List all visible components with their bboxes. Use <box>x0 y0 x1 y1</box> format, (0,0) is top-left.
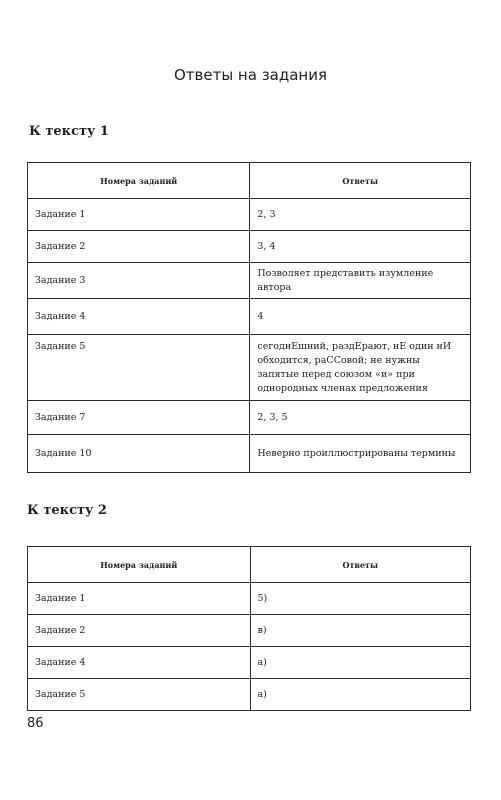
table-row <box>28 679 471 711</box>
task-cell: Задание 5 <box>28 679 251 711</box>
answer-cell: в) <box>250 615 471 647</box>
answer-cell: а) <box>250 647 471 679</box>
table-row <box>28 435 471 473</box>
table-row <box>28 199 471 231</box>
table-row <box>28 231 471 263</box>
page-number: 86 <box>27 716 44 731</box>
table-row <box>28 647 471 679</box>
answer-cell: Позволяет представить изумление автора <box>250 263 471 299</box>
section-heading-text-2: К тексту 2 <box>27 503 107 518</box>
task-cell: Задание 2 <box>28 231 250 263</box>
table-row <box>28 615 471 647</box>
table-row <box>28 335 471 401</box>
task-cell: Задание 1 <box>28 199 250 231</box>
task-cell: Задание 4 <box>28 647 251 679</box>
task-cell: Задание 3 <box>28 263 250 299</box>
table-row <box>28 583 471 615</box>
section-heading-text-1: К тексту 1 <box>29 124 109 139</box>
table-row <box>28 263 471 299</box>
task-cell: Задание 2 <box>28 615 251 647</box>
answer-cell: 3, 4 <box>250 231 471 263</box>
table-row <box>28 401 471 435</box>
task-cell: Задание 10 <box>28 435 250 473</box>
table-header-row <box>28 163 471 199</box>
task-cell: Задание 5 <box>28 335 250 401</box>
header-tasks: Номера заданий <box>28 163 250 199</box>
answer-cell: 2, 3, 5 <box>250 401 471 435</box>
header-answers: Ответы <box>250 163 471 199</box>
table-header-row <box>28 547 471 583</box>
page-title: Ответы на задания <box>173 66 328 84</box>
task-cell: Задание 4 <box>28 299 250 335</box>
answer-cell: сегоднЕшний, раздЕрают, нЕ один нИ обходится, раССовой; не нужны запятые перед союзом «и» при однородных членах предложения <box>250 335 471 401</box>
answers-table-1 <box>27 162 471 473</box>
answers-table-2 <box>27 546 471 711</box>
answer-cell: 5) <box>250 583 471 615</box>
answer-cell: а) <box>250 679 471 711</box>
answer-cell: 2, 3 <box>250 199 471 231</box>
task-cell: Задание 7 <box>28 401 250 435</box>
header-tasks: Номера заданий <box>28 547 251 583</box>
answer-cell: 4 <box>250 299 471 335</box>
table-row <box>28 299 471 335</box>
header-answers: Ответы <box>250 547 471 583</box>
task-cell: Задание 1 <box>28 583 251 615</box>
answer-cell: Неверно проиллюстрированы термины <box>250 435 471 473</box>
